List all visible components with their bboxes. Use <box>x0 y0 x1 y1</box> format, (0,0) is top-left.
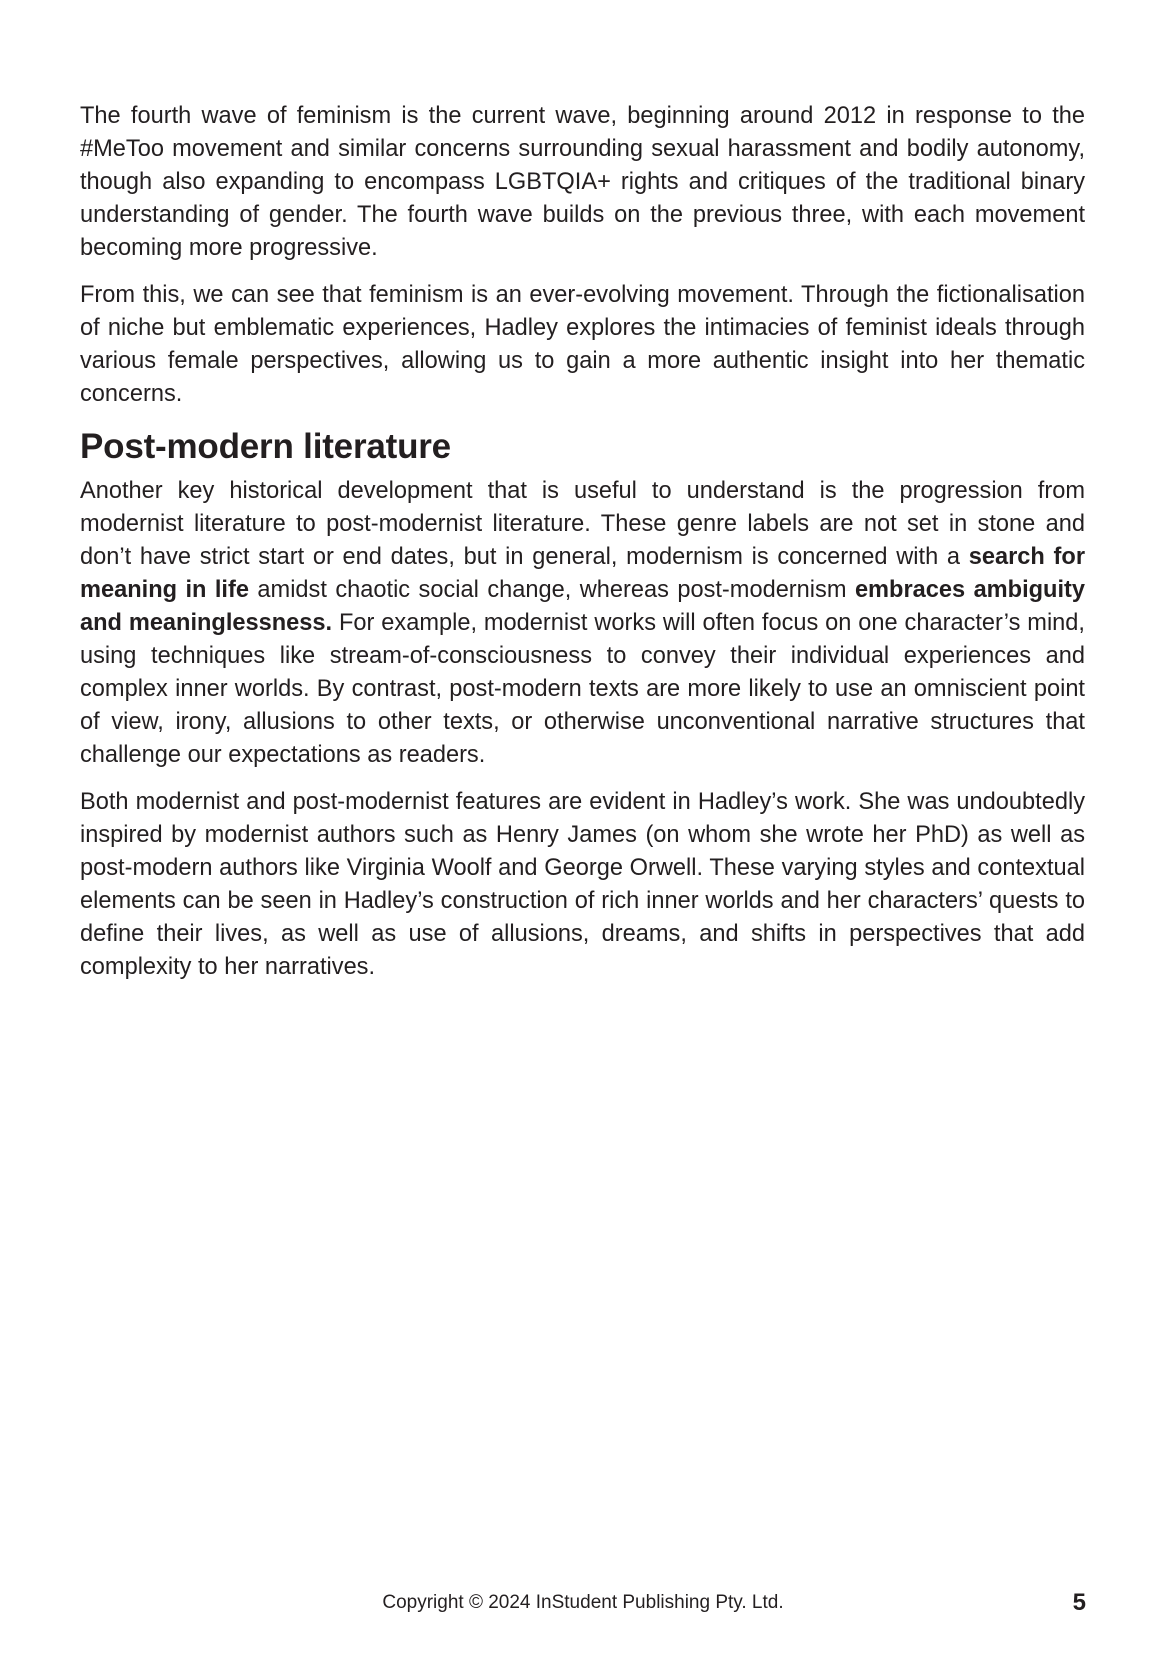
paragraph-text: Another key historical development that is useful to understand is the progression from modernist literature to post-modernist literature. These genre labels are not set in stone and don’t have strict start or end dates, but in general, modernism is concerned with a <box>80 478 1085 570</box>
paragraph-feminism-evolving: From this, we can see that feminism is an ever-evolving movement. Through the fictionalisation of niche but emblematic experiences, Hadley explores the intimacies of feminist ideals through various female perspectives, allowing us to gain a more authentic insight into her thematic concerns. <box>80 282 1085 407</box>
paragraph-modernism <box>80 475 1085 772</box>
paragraph-hadley-features: Both modernist and post-modernist features are evident in Hadley’s work. She was undoubtedly inspired by modernist authors such as Henry James (on whom she wrote her PhD) as well as post-modern authors like Virginia Woolf and George Orwell. These varying styles and contextual elements can be seen in Hadley’s construction of rich inner worlds and her characters’ quests to define their lives, as well as use of allusions, dreams, and shifts in perspectives that add complexity to her narratives. <box>80 789 1085 980</box>
bold-phrase: search for meaning in life <box>80 544 1085 603</box>
paragraph-text: amidst chaotic social change, whereas post-modernism <box>248 577 855 603</box>
bold-phrase: embraces ambiguity and meaninglessness. <box>80 577 1085 636</box>
page-content <box>80 100 1085 998</box>
page-number: 5 <box>1072 1589 1086 1616</box>
page-footer <box>0 1588 1166 1618</box>
copyright-notice: Copyright © 2024 InStudent Publishing Pty. Ltd. <box>382 1592 784 1613</box>
section-heading: Post-modern literature <box>80 427 451 466</box>
paragraph-fourth-wave: The fourth wave of feminism is the current wave, beginning around 2012 in response to the #MeToo movement and similar concerns surrounding sexual harassment and bodily autonomy, though also expanding to encompass LGBTQIA+ rights and critiques of the traditional binary understanding of gender. The fourth wave builds on the previous three, with each movement becoming more progressive. <box>80 103 1085 261</box>
paragraph-text: For example, modernist works will often focus on one character’s mind, using techniques like stream-of-consciousness to convey their individual experiences and complex inner worlds. By contrast, post-modern texts are more likely to use an omniscient point of view, irony, allusions to other texts, or otherwise unconventional narrative structures that challenge our expectations as readers. <box>80 610 1085 768</box>
